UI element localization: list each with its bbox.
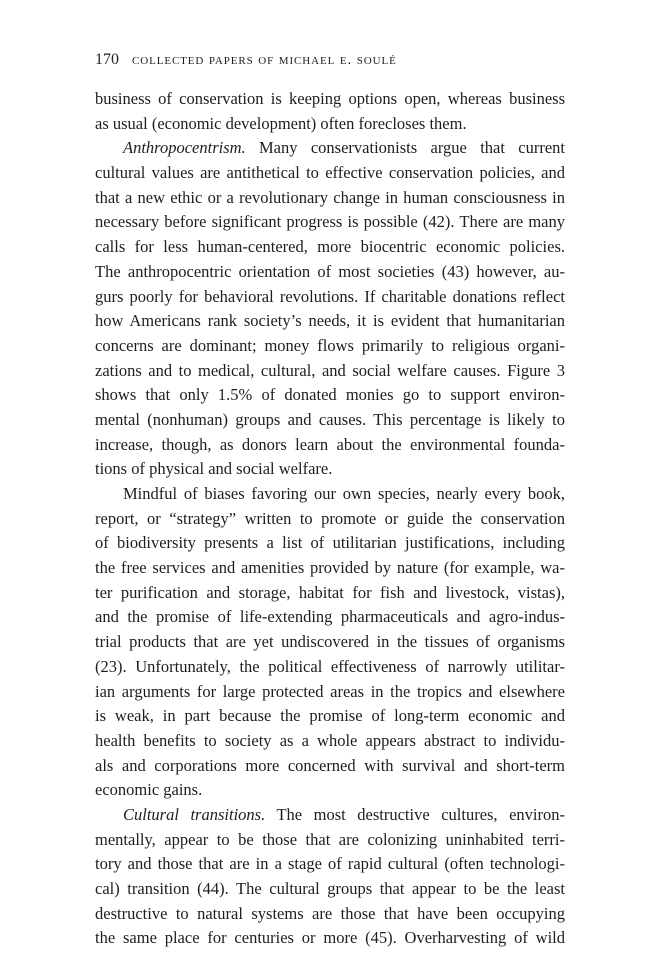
paragraph-first-line — [95, 136, 565, 161]
body-line-text: The most destructive cultures, environ- — [265, 804, 565, 824]
body-line: necessary before significant progress is possible (42). There are many — [95, 212, 565, 232]
body-text — [95, 87, 565, 951]
body-line: cal) transition (44). The cultural groups that appear to be the least — [95, 879, 565, 898]
body-line: how Americans rank society’s needs, it is evident that humanitarian — [95, 311, 565, 331]
body-line: shows that only 1.5% of donated monies go to support environ- — [95, 385, 565, 405]
paragraph-first-line — [95, 803, 565, 828]
body-line: health benefits to society as a whole appears abstract to individu- — [95, 730, 565, 750]
body-line: the free services and amenities provided by nature (for example, wa- — [95, 558, 565, 578]
body-line-text: Many conservationists argue that current — [245, 138, 565, 158]
body-line: the same place for centuries or more (45). Overharvesting of wild — [95, 928, 565, 948]
body-line: concerns are dominant; money flows primarily to religious organi- — [95, 335, 565, 355]
run-in-heading-cultural-transitions: Cultural transitions. — [123, 804, 266, 824]
body-line: als and corporations more concerned with survival and short-term — [95, 755, 565, 775]
body-line: and the promise of life-extending pharmaceuticals and agro-indus- — [95, 607, 565, 627]
page-number: 170 — [95, 51, 119, 68]
body-line: zations and to medical, cultural, and social welfare causes. Figure 3 — [95, 360, 565, 380]
body-line: mentally, appear to be those that are colonizing uninhabited terri- — [95, 829, 565, 849]
body-line: economic gains. — [95, 780, 203, 800]
running-head-title: collected papers of michael e. soulé — [132, 52, 397, 68]
body-line: tions of physical and social welfare. — [95, 459, 333, 479]
body-line: mental (nonhuman) groups and causes. This percentage is likely to — [95, 409, 565, 429]
body-line: tory and those that are in a stage of rapid cultural (often technologi- — [95, 854, 565, 874]
body-line: calls for less human-centered, more biocentric economic policies. — [95, 237, 565, 257]
body-line: as usual (economic development) often forecloses them. — [95, 113, 467, 133]
body-line: ter purification and storage, habitat for fish and livestock, vistas), — [95, 582, 565, 602]
body-line: gurs poorly for behavioral revolutions. If charitable donations reflect — [95, 286, 565, 306]
body-line: of biodiversity presents a list of utilitarian justifications, including — [95, 533, 565, 553]
body-line: The anthropocentric orientation of most societies (43) however, au- — [95, 261, 565, 281]
body-line: business of conservation is keeping options open, whereas business — [95, 89, 565, 108]
body-line: (23). Unfortunately, the political effectiveness of narrowly utilitar- — [95, 656, 565, 676]
body-line: destructive to natural systems are those that have been occupying — [95, 903, 565, 923]
paragraph-first-line: Mindful of biases favoring our own species, nearly every book, — [123, 484, 565, 503]
body-line: increase, though, as donors learn about the environmental founda- — [95, 434, 565, 454]
body-line: report, or “strategy” written to promote or guide the conservation — [95, 508, 565, 528]
body-line: trial products that are yet undiscovered in the tissues of organisms — [95, 632, 565, 652]
body-line: cultural values are antithetical to effective conservation policies, and — [95, 163, 565, 183]
body-line: is weak, in part because the promise of long-term economic and — [95, 706, 565, 726]
body-line: ian arguments for large protected areas in the tropics and elsewhere — [95, 681, 565, 701]
run-in-heading-anthropocentrism: Anthropocentrism. — [123, 138, 246, 158]
running-head — [95, 50, 397, 70]
body-line: that a new ethic or a revolutionary change in human consciousness in — [95, 187, 565, 207]
